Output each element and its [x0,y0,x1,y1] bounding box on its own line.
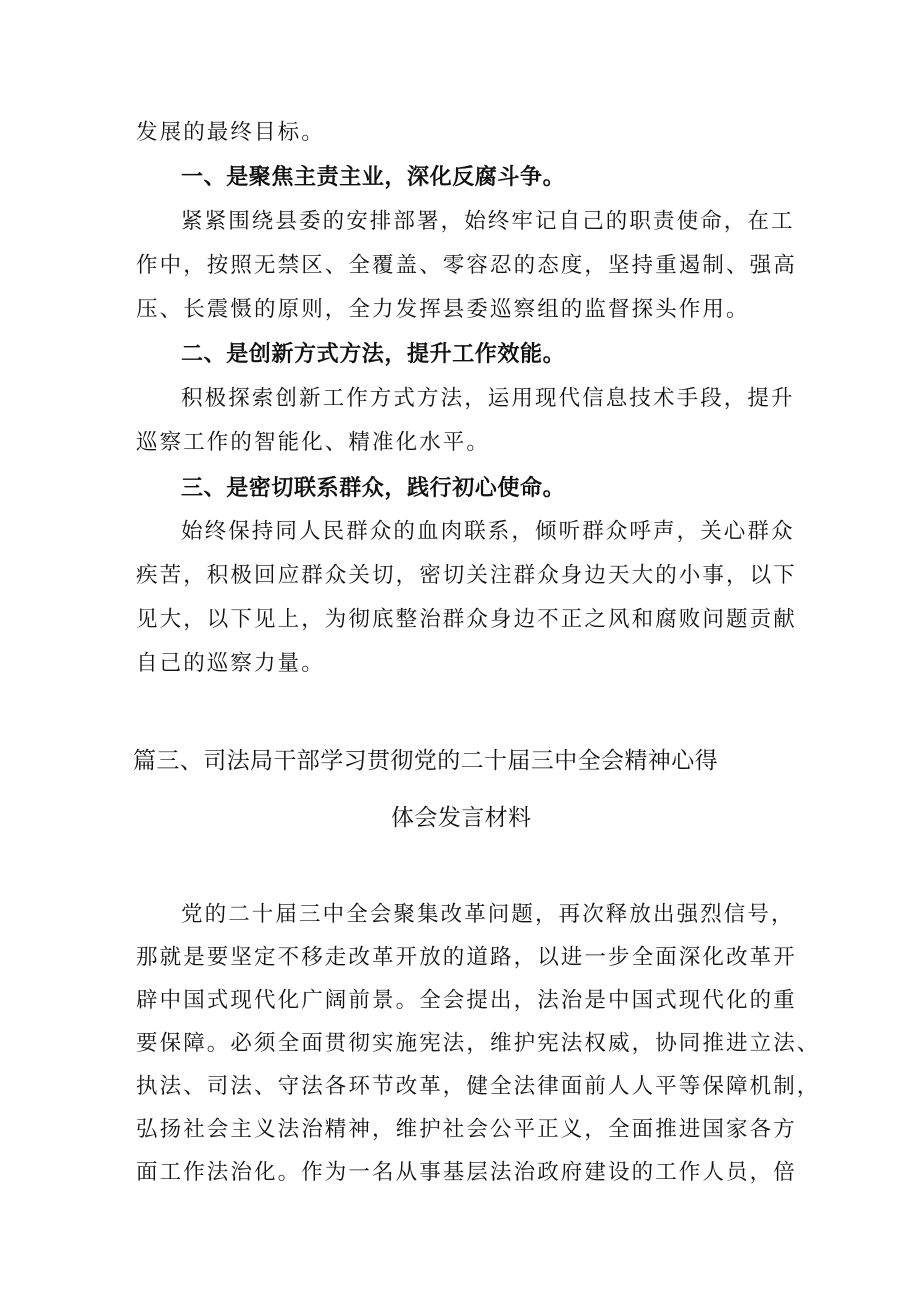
paragraph-line: 始终保持同人民群众的血肉联系，倾听群众呼声，关心群众 [181,519,795,544]
section-heading-3: 三、是密切联系群众，践行初心使命。 [181,476,566,501]
section-heading-2: 二、是创新方式方法，提升工作效能。 [181,342,566,367]
paragraph-line: 执法、司法、守法各环节改革，健全法律面前人人平等保障机制， [136,1074,821,1099]
paragraph-line: 要保障。必须全面贯彻实施宪法，维护宪法权威，协同推进立法、 [136,1031,821,1056]
paragraph-line: 自己的巡察力量。 [136,651,325,676]
paragraph-line: 党的二十届三中全会聚集改革问题，再次释放出强烈信号， [181,902,795,927]
paragraph-line: 巡察工作的智能化、精准化水平。 [136,430,491,455]
paragraph-line: 见大，以下见上，为彻底整治群众身边不正之风和腐败问题贡献 [136,607,797,632]
section-heading-1: 一、是聚焦主责主业，深化反腐斗争。 [181,165,566,190]
paragraph-line: 紧紧围绕县委的安排部署，始终牢记自己的职责使命，在工 [181,209,795,234]
paragraph-line: 面工作法治化。作为一名从事基层法治政府建设的工作人员，倍 [136,1160,797,1185]
paragraph-line: 积极探索创新工作方式方法，运用现代信息技术手段，提升 [181,386,795,411]
paragraph-line: 发展的最终目标。 [136,120,325,145]
paragraph-line: 弘扬社会主义法治精神，维护社会公平正义，全面推进国家各方 [136,1117,797,1142]
document-title-line1: 篇三、司法局干部学习贯彻党的二十届三中全会精神心得 [133,748,718,774]
paragraph-line: 作中，按照无禁区、全覆盖、零容忍的态度，坚持重遏制、强高 [136,253,797,278]
paragraph-line: 疾苦，积极回应群众关切，密切关注群众身边天大的小事，以下 [136,563,797,588]
document-title-line2: 体会发言材料 [391,805,532,831]
paragraph-line: 辟中国式现代化广阔前景。全会提出，法治是中国式现代化的重 [136,988,797,1013]
paragraph-line: 压、长震慑的原则，全力发挥县委巡察组的监督探头作用。 [136,297,750,322]
paragraph-line: 那就是要坚定不移走改革开放的道路，以进一步全面深化改革开 [136,945,797,970]
